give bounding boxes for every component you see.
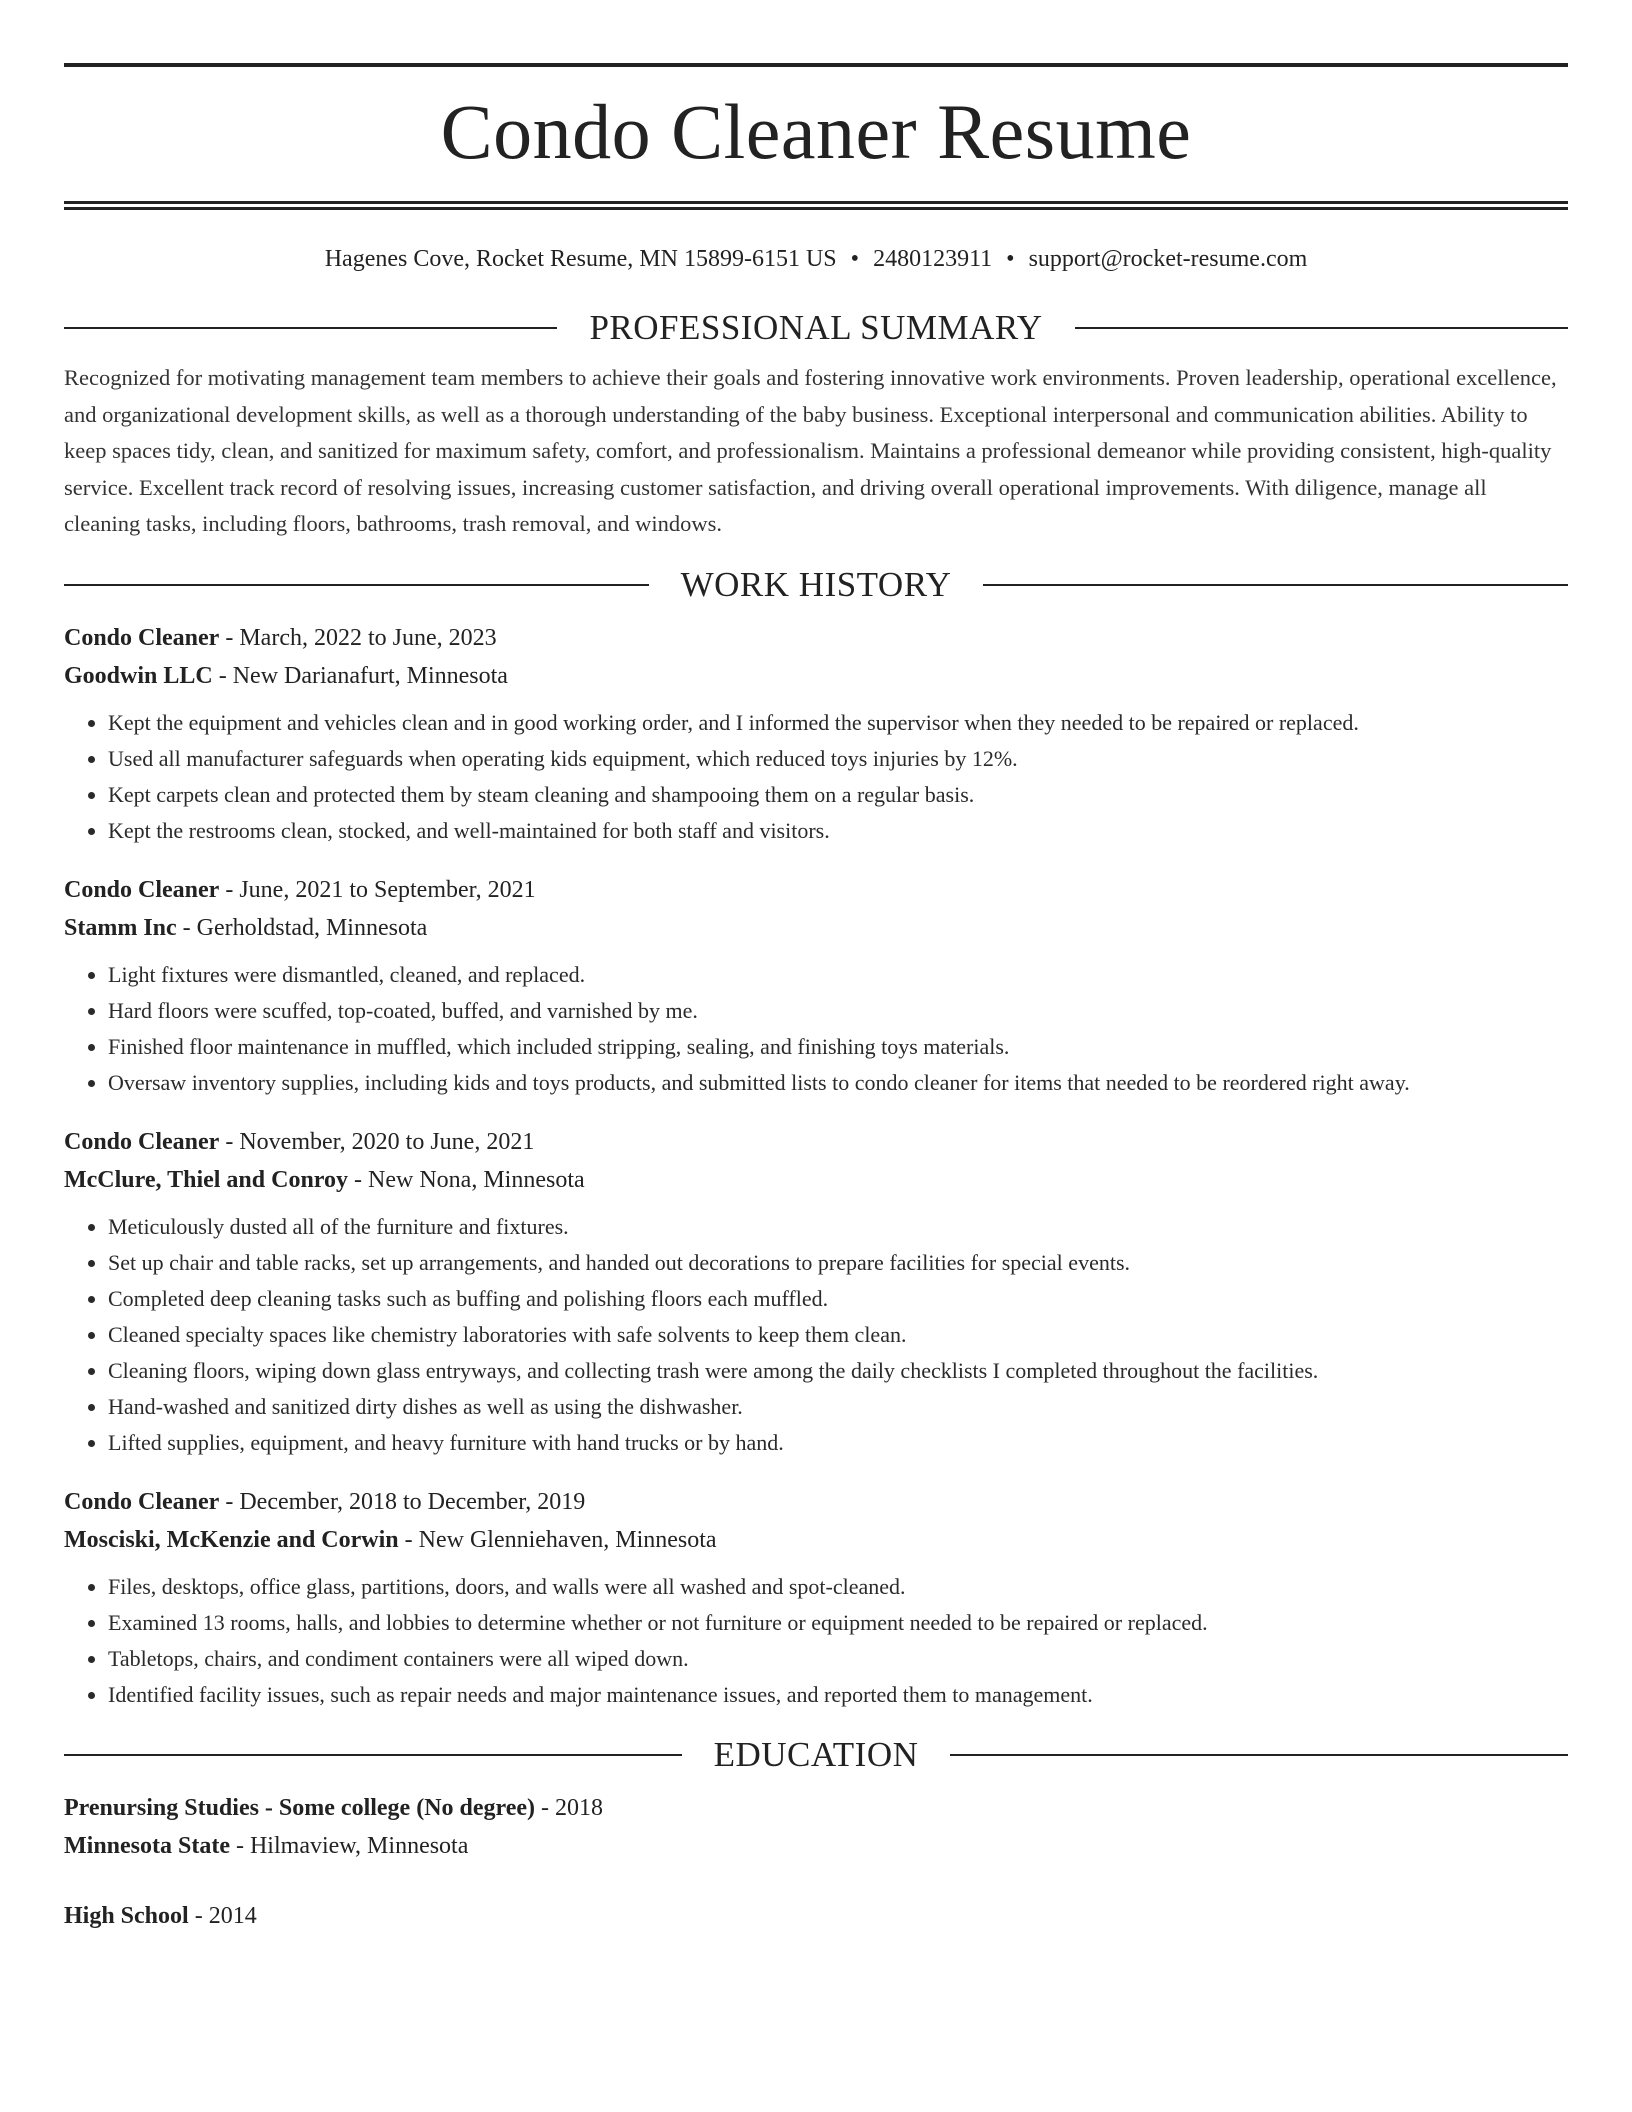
job-location: - Gerholdstad, Minnesota <box>176 914 428 941</box>
double-rule <box>64 201 1568 210</box>
education-entry <box>64 1789 1568 1865</box>
top-rule <box>64 63 1568 67</box>
list-item: • Used all manufacturer safeguards when operating kids equipment, which reduced toys injuries by 12%. <box>108 741 1568 777</box>
job-bullets <box>64 705 1568 849</box>
heading-rule <box>64 1754 682 1756</box>
list-item: • Set up chair and table racks, set up arrangements, and handed out decorations to prepare facilities for special events. <box>108 1245 1568 1281</box>
list-item: • Lifted supplies, equipment, and heavy furniture with hand trucks or by hand. <box>108 1425 1568 1461</box>
section-title: PROFESSIONAL SUMMARY <box>589 308 1043 347</box>
job-dates: - December, 2018 to December, 2019 <box>219 1488 586 1515</box>
job-entry <box>64 871 1568 1101</box>
education-entry <box>64 1897 1568 1935</box>
job-entry <box>64 1483 1568 1713</box>
section-title: WORK HISTORY <box>680 564 952 604</box>
contact-separator: • <box>1006 246 1015 272</box>
contact-phone: 2480123911 <box>873 246 993 272</box>
list-item: • Hard floors were scuffed, top-coated, buffed, and varnished by me. <box>108 993 1568 1029</box>
heading-rule <box>950 1754 1568 1756</box>
job-dates: - June, 2021 to September, 2021 <box>219 876 536 903</box>
heading-rule <box>1075 327 1568 329</box>
list-item: • Cleaned specialty spaces like chemistry laboratories with safe solvents to keep them clean. <box>108 1317 1568 1353</box>
job-dates: - March, 2022 to June, 2023 <box>219 624 497 651</box>
job-title: Condo Cleaner <box>64 1488 220 1515</box>
job-company: McClure, Thiel and Conroy <box>64 1166 349 1193</box>
education-degree: High School <box>64 1902 189 1929</box>
list-item: • Kept the restrooms clean, stocked, and well-maintained for both staff and visitors. <box>108 813 1568 849</box>
section-title: EDUCATION <box>713 1734 919 1774</box>
contact-line <box>64 244 1568 274</box>
summary-text: Recognized for motivating management team members to achieve their goals and fostering innovative work environments. Proven leadership, operational excellence, and organizational development skills, as well as a thorough understanding of the baby business. Exceptional interpersonal and communication abilities. Ability to keep spaces tidy, clean, and sanitized for maximum safety, comfort, and professionalism. Maintains a professional demeanor while providing consistent, high-quality service. Excellent track record of resolving issues, increasing customer satisfaction, and driving overall operational improvements. With diligence, manage all cleaning tasks, including floors, bathrooms, trash removal, and windows. <box>64 365 1557 536</box>
list-item: • Completed deep cleaning tasks such as buffing and polishing floors each muffled. <box>108 1281 1568 1317</box>
job-title: Condo Cleaner <box>64 1128 220 1155</box>
section-heading-work <box>64 565 1568 605</box>
list-item: • Cleaning floors, wiping down glass entryways, and collecting trash were among the daily checklists I completed throughout the facilities. <box>108 1353 1568 1389</box>
job-company: Stamm Inc <box>64 914 177 941</box>
section-heading-summary <box>64 308 1568 348</box>
heading-rule <box>64 584 649 586</box>
list-item: • Meticulously dusted all of the furniture and fixtures. <box>108 1209 1568 1245</box>
job-company: Mosciski, McKenzie and Corwin <box>64 1526 399 1553</box>
job-location: - New Nona, Minnesota <box>348 1166 585 1193</box>
resume-page <box>64 0 1568 1935</box>
education-list <box>64 1789 1568 1935</box>
education-year: - 2018 <box>535 1794 604 1821</box>
education-school: Minnesota State <box>64 1832 230 1859</box>
list-item: • Oversaw inventory supplies, including kids and toys products, and submitted lists to condo cleaner for items that needed to be reordered right away. <box>108 1065 1568 1101</box>
contact-email: support@rocket-resume.com <box>1028 246 1308 272</box>
list-item: • Examined 13 rooms, halls, and lobbies to determine whether or not furniture or equipment needed to be repaired or replaced. <box>108 1605 1568 1641</box>
education-year: - 2014 <box>188 1902 257 1929</box>
list-item: • Tabletops, chairs, and condiment containers were all wiped down. <box>108 1641 1568 1677</box>
job-dates: - November, 2020 to June, 2021 <box>219 1128 535 1155</box>
list-item: • Finished floor maintenance in muffled, which included stripping, sealing, and finishing toys materials. <box>108 1029 1568 1065</box>
job-entry <box>64 1123 1568 1461</box>
list-item: • Identified facility issues, such as repair needs and major maintenance issues, and reported them to management. <box>108 1677 1568 1713</box>
list-item: • Light fixtures were dismantled, cleaned, and replaced. <box>108 957 1568 993</box>
work-history <box>64 619 1568 1713</box>
job-bullets <box>64 1209 1568 1461</box>
contact-address: Hagenes Cove, Rocket Resume, MN 15899-6151 US <box>324 246 837 272</box>
heading-rule <box>983 584 1568 586</box>
job-location: - New Glenniehaven, Minnesota <box>398 1526 717 1553</box>
list-item: • Kept carpets clean and protected them by steam cleaning and shampooing them on a regular basis. <box>108 777 1568 813</box>
resume-title: Condo Cleaner Resume <box>440 88 1192 175</box>
job-company: Goodwin LLC <box>64 662 213 689</box>
education-degree: Prenursing Studies - Some college (No degree) <box>64 1794 536 1821</box>
section-heading-education <box>64 1735 1568 1775</box>
job-entry <box>64 619 1568 849</box>
job-bullets <box>64 957 1568 1101</box>
list-item: • Kept the equipment and vehicles clean and in good working order, and I informed the supervisor when they needed to be repaired or replaced. <box>108 705 1568 741</box>
education-location: - Hilmaview, Minnesota <box>229 1832 469 1859</box>
job-location: - New Darianafurt, Minnesota <box>212 662 508 689</box>
list-item: • Hand-washed and sanitized dirty dishes as well as using the dishwasher. <box>108 1389 1568 1425</box>
list-item: • Files, desktops, office glass, partitions, doors, and walls were all washed and spot-cleaned. <box>108 1569 1568 1605</box>
job-title: Condo Cleaner <box>64 876 220 903</box>
contact-separator: • <box>850 246 860 272</box>
job-bullets <box>64 1569 1568 1713</box>
heading-rule <box>64 327 557 329</box>
job-title: Condo Cleaner <box>64 624 220 651</box>
